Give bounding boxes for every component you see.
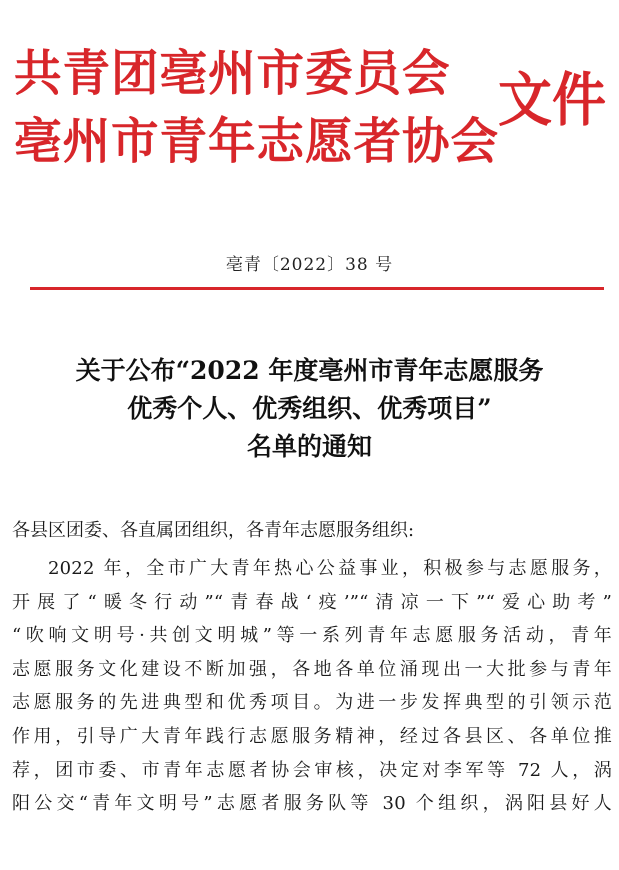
- document-number: 亳青〔2022〕38 号: [225, 255, 394, 275]
- body-line: 志愿服务文化建设不断加强，各地各单位涌现出一大批参与青年: [12, 658, 612, 680]
- notice-title: [0, 352, 619, 466]
- document-type-label: 文件: [498, 66, 606, 134]
- document-header: [0, 0, 619, 290]
- body-line: “吹响文明号·共创文明城”等一系列青年志愿服务活动，青年: [12, 625, 612, 647]
- notice-title-line: 关于公布“2022 年度亳州市青年志愿服务: [75, 356, 544, 385]
- notice-title-line: 名单的通知: [246, 432, 372, 461]
- body-paragraph: [12, 552, 612, 821]
- body-line: 作用，引导广大青年践行志愿服务精神，经过各县区、各单位推: [12, 725, 612, 747]
- issuing-org-line-1: 共青团亳州市委员会: [14, 45, 451, 102]
- body-line: 阳公交“青年文明号”志愿者服务队等 30 个组织，涡阳县好人: [12, 793, 612, 815]
- notice-title-line: 优秀个人、优秀组织、优秀项目”: [127, 394, 492, 423]
- body-line: 志愿服务的先进典型和优秀项目。为进一步发挥典型的引领示范: [12, 692, 612, 714]
- body-line: 2022 年，全市广大青年热心公益事业，积极参与志愿服务，: [48, 558, 612, 579]
- salutation: 各县区团委、各直属团组织，各青年志愿服务组织:: [12, 520, 415, 541]
- body-line: 开展了“暖冬行动”“青春战‘疫’”“清凉一下”“爱心助考”: [12, 591, 612, 613]
- body-line: 荐，团市委、市青年志愿者协会审核，决定对李军等 72 人，涡: [12, 759, 612, 781]
- red-divider-line: [30, 287, 604, 290]
- issuing-org-line-2: 亳州市青年志愿者协会: [14, 113, 500, 170]
